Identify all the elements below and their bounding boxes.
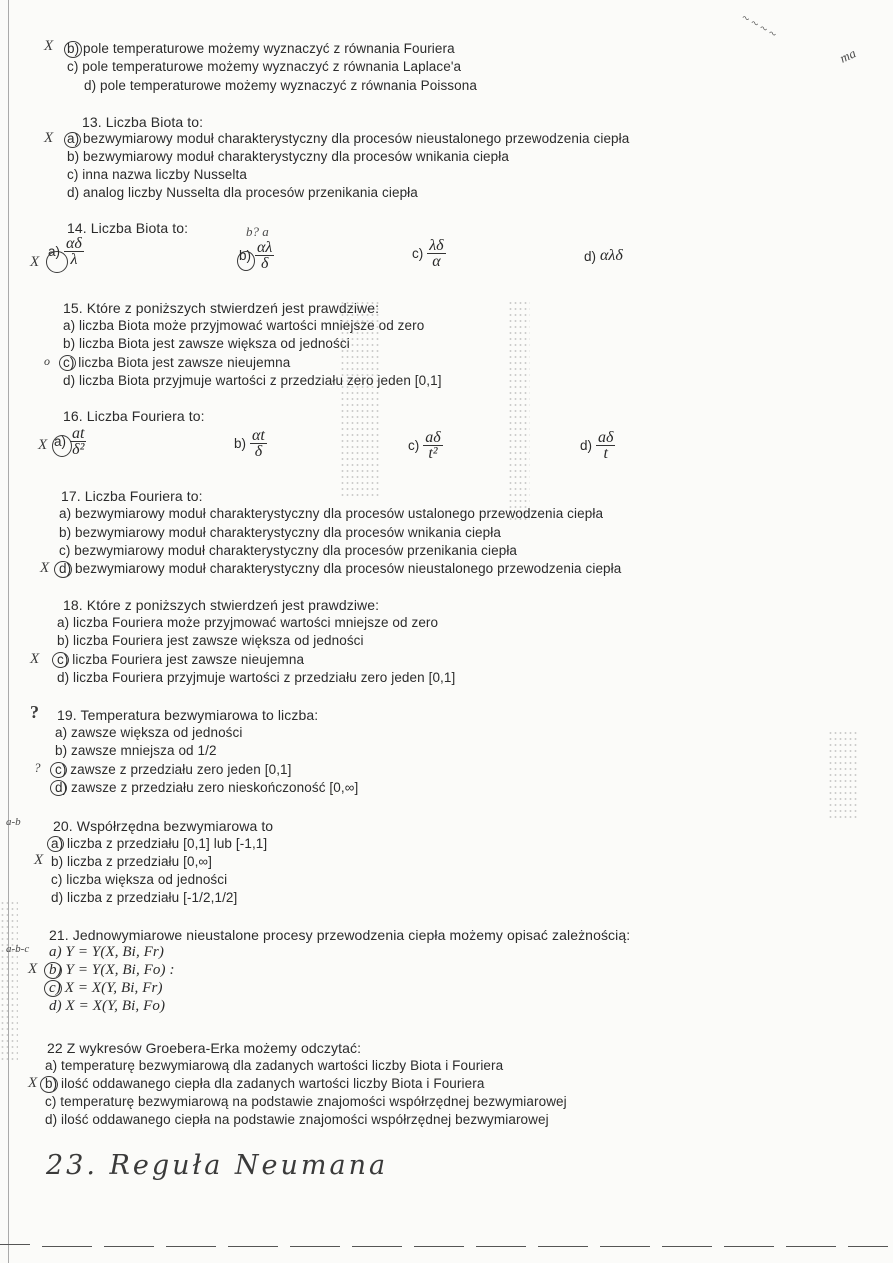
bottom-dash — [352, 1246, 402, 1247]
denominator: λ — [70, 251, 78, 268]
denominator: δ — [254, 443, 263, 460]
scan-edge-line — [8, 0, 9, 1263]
bottom-dash — [290, 1246, 340, 1247]
q14-option-d — [584, 247, 623, 265]
q22-option-b: b) ilość oddawanego ciepła dla zadanych wartości liczby Biota i Fouriera — [45, 1076, 485, 1091]
option-letter: c) — [408, 438, 420, 453]
denominator: δ² — [72, 441, 85, 458]
cross-mark: X — [34, 852, 44, 868]
q19-option-c: c) zawsze z przedziału zero jeden [0,1] — [55, 762, 292, 777]
option-line-b: b) pole temperaturowe możemy wyznaczyć z równania Fouriera — [67, 41, 455, 56]
q21-option-d: d) X = X(Y, Bi, Fo) — [49, 998, 166, 1014]
denominator: t — [603, 445, 608, 462]
q21-option-c: c) X = X(Y, Bi, Fr) — [49, 980, 163, 996]
option-letter: b) — [239, 248, 252, 263]
q22-option-c: c) temperaturę bezwymiarową na podstawie znajomości współrzędnej bezwymiarowej — [45, 1094, 567, 1109]
option-letter: c) — [412, 246, 424, 261]
q22-option-d: d) ilość oddawanego ciepła na podstawie znajomości współrzędnej bezwymiarowej — [45, 1112, 549, 1127]
numerator: αδ — [66, 235, 82, 252]
q19-option-b: b) zawsze mniejsza od 1/2 — [55, 743, 217, 758]
q17-option-b: b) bezwymiarowy moduł charakterystyczny dla procesów wnikania ciepła — [59, 525, 501, 540]
cross-mark: X — [40, 560, 50, 576]
option-letter: b) — [234, 436, 247, 451]
q18-option-d: d) liczba Fouriera przyjmuje wartości z przedziału zero jeden [0,1] — [57, 670, 456, 685]
q18-option-b: b) liczba Fouriera jest zawsze większa od jedności — [57, 633, 364, 648]
question-22-title: 22 Z wykresów Groebera-Erka możemy odczytać: — [47, 1040, 362, 1056]
handwritten-question-23: 23. Reguła Neumana — [46, 1150, 389, 1181]
bottom-dash — [786, 1246, 836, 1247]
q17-option-d: d) bezwymiarowy moduł charakterystyczny dla procesów nieustalonego przewodzenia ciepła — [59, 561, 622, 576]
option-line-d: d) pole temperaturowe możemy wyznaczyć z równania Poissona — [84, 78, 477, 93]
q18-option-a: a) liczba Fouriera może przyjmować wartości mniejsze od zero — [57, 615, 439, 630]
fraction — [64, 236, 84, 267]
q17-option-a: a) bezwymiarowy moduł charakterystyczny dla procesów ustalonego przewodzenia ciepła — [59, 506, 604, 521]
q20-option-d: d) liczba z przedziału [-1/2,1/2] — [51, 890, 238, 905]
q20-option-a: a) liczba z przedziału [0,1] lub [-1,1] — [51, 836, 268, 851]
margin-scribble: b? a — [246, 224, 269, 239]
cross-mark: X — [44, 38, 54, 54]
scan-noise — [0, 900, 18, 1060]
question-16-title: 16. Liczba Fouriera to: — [63, 408, 205, 424]
q13-option-d: d) analog liczby Nusselta dla procesów przenikania ciepła — [67, 185, 418, 200]
q15-option-b: b) liczba Biota jest zawsze większa od jedności — [63, 336, 350, 351]
numerator: λδ — [429, 237, 444, 254]
q20-option-b: b) liczba z przedziału [0,∞] — [51, 854, 212, 869]
bottom-dash — [848, 1246, 888, 1247]
q13-option-b: b) bezwymiarowy moduł charakterystyczny dla procesów wnikania ciepła — [67, 149, 509, 164]
bottom-dash — [42, 1246, 92, 1247]
bottom-dash — [166, 1246, 216, 1247]
fraction — [423, 430, 442, 461]
scan-noise — [828, 730, 858, 820]
question-17-title: 17. Liczba Fouriera to: — [61, 488, 203, 504]
q14-option-a — [48, 236, 84, 267]
fraction — [427, 238, 445, 269]
numerator: aδ — [598, 429, 614, 446]
bottom-dash — [0, 1244, 30, 1245]
question-14-title: 14. Liczba Biota to: — [67, 220, 189, 236]
denominator: t² — [428, 445, 438, 462]
margin-scribble: a-b — [6, 816, 21, 828]
corner-scribble: ~ ~ ~ ~ — [739, 9, 780, 42]
bottom-dash — [104, 1246, 154, 1247]
q14-option-b — [239, 240, 274, 271]
cross-mark: X — [44, 130, 54, 146]
q21-option-b: b) Y = Y(X, Bi, Fo) : — [49, 962, 175, 978]
margin-scribble: a-b-c — [6, 943, 30, 955]
corner-scribble: ma — [837, 45, 859, 66]
q15-option-d: d) liczba Biota przyjmuje wartości z przedziału zero jeden [0,1] — [63, 373, 442, 388]
question-13-title: 13. Liczba Biota to: — [82, 114, 204, 130]
numerator: αt — [252, 427, 265, 444]
q21-option-a: a) Y = Y(X, Bi, Fr) — [49, 944, 164, 960]
expression: αλδ — [600, 247, 623, 264]
margin-mark: o — [44, 354, 50, 368]
q20-option-c: c) liczba większa od jedności — [51, 872, 228, 887]
q19-option-d: d) zawsze z przedziału zero nieskończoność [0,∞] — [55, 780, 359, 795]
cross-mark: X — [30, 254, 40, 270]
q16-option-a — [54, 426, 86, 457]
numerator: at — [72, 425, 85, 442]
q15-option-a: a) liczba Biota może przyjmować wartości mniejsze od zero — [63, 318, 425, 333]
q13-option-a: a) bezwymiarowy moduł charakterystyczny dla procesów nieustalonego przewodzenia ciepła — [67, 131, 630, 146]
question-18-title: 18. Które z poniższych stwierdzeń jest prawdziwe: — [63, 597, 380, 613]
option-letter: a) — [54, 434, 67, 449]
bottom-dash — [476, 1246, 526, 1247]
q22-option-a: a) temperaturę bezwymiarową dla zadanych wartości liczby Biota i Fouriera — [45, 1058, 504, 1073]
q14-option-c — [412, 238, 446, 269]
denominator: α — [432, 253, 441, 270]
bottom-dash — [228, 1246, 278, 1247]
option-line-c: c) pole temperaturowe możemy wyznaczyć z równania Laplace'a — [67, 59, 462, 74]
fraction — [250, 428, 267, 459]
cross-mark: X — [28, 1075, 38, 1091]
q18-option-c: c) liczba Fouriera jest zawsze nieujemna — [57, 652, 305, 667]
question-15-title: 15. Które z poniższych stwierdzeń jest prawdziwe: — [63, 300, 380, 316]
margin-mark: ? — [34, 760, 41, 775]
bottom-dash — [662, 1246, 712, 1247]
q15-option-c: c) liczba Biota jest zawsze nieujemna — [63, 355, 291, 370]
cross-mark: X — [38, 437, 48, 453]
q16-option-d — [580, 430, 615, 461]
question-mark: ? — [30, 702, 39, 722]
bottom-dash — [414, 1246, 464, 1247]
question-21-title: 21. Jednowymiarowe nieustalone procesy przewodzenia ciepła możemy opisać zależnością: — [49, 927, 631, 943]
fraction — [596, 430, 615, 461]
option-letter: a) — [48, 244, 61, 259]
fraction — [255, 240, 274, 271]
q19-option-a: a) zawsze większa od jedności — [55, 725, 243, 740]
cross-mark: X — [30, 651, 40, 667]
option-letter: d) — [584, 248, 597, 264]
q16-option-b — [234, 428, 267, 459]
question-19-title: 19. Temperatura bezwymiarowa to liczba: — [57, 707, 319, 723]
bottom-dash — [538, 1246, 588, 1247]
q16-option-c — [408, 430, 443, 461]
q13-option-c: c) inna nazwa liczby Nusselta — [67, 167, 247, 182]
question-20-title: 20. Współrzędna bezwymiarowa to — [53, 818, 274, 834]
option-letter: d) — [580, 438, 593, 453]
cross-mark: X — [28, 961, 38, 977]
numerator: aδ — [425, 429, 441, 446]
bottom-dash — [724, 1246, 774, 1247]
denominator: δ — [260, 255, 269, 272]
scan-noise — [508, 300, 530, 520]
fraction — [70, 426, 86, 457]
q17-option-c: c) bezwymiarowy moduł charakterystyczny dla procesów przenikania ciepła — [59, 543, 518, 558]
numerator: αλ — [257, 239, 273, 256]
bottom-dash — [600, 1246, 650, 1247]
